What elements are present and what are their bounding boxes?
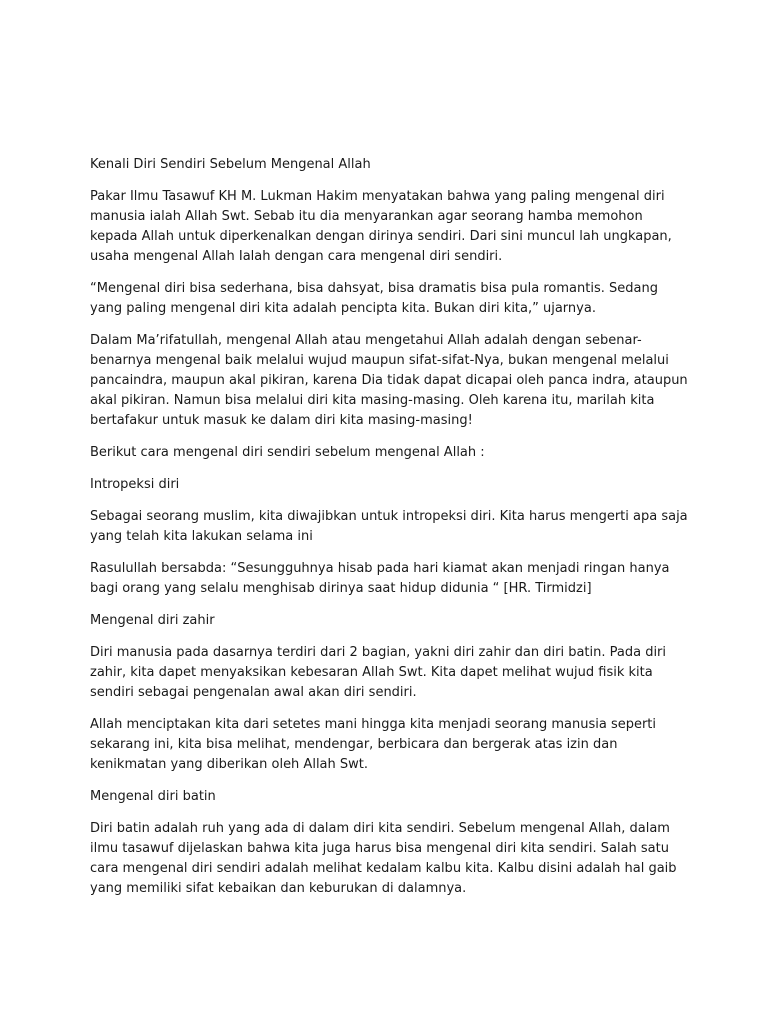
- paragraph-quote: “Mengenal diri bisa sederhana, bisa dahsyat, bisa dramatis bisa pula romantis. Sedang yang paling mengenal diri kita adalah pencipta kita. Bukan diri kita,” ujarnya.: [90, 281, 658, 316]
- paragraph-intro: Pakar Ilmu Tasawuf KH M. Lukman Hakim menyatakan bahwa yang paling mengenal diri manusia ialah Allah Swt. Sebab itu dia menyarankan agar seorang hamba memohon kepada Allah untuk diperkenalkan dengan dirinya sendiri. Dari sini muncul lah ungkapan, usaha mengenal Allah Ialah dengan cara mengenal diri sendiri.: [90, 189, 672, 264]
- section-heading-zahir: Mengenal diri zahir: [90, 613, 215, 628]
- document-page: [90, 155, 690, 911]
- section-heading-batin: Mengenal diri batin: [90, 789, 216, 804]
- document-title: Kenali Diri Sendiri Sebelum Mengenal Allah: [90, 157, 371, 172]
- paragraph-marifatullah: Dalam Ma’rifatullah, mengenal Allah atau mengetahui Allah adalah dengan sebenar-benarnya mengenal baik melalui wujud maupun sifat-sifat-Nya, bukan mengenal melalui pancaindra, maupun akal pikiran, karena Dia tidak dapat dicapai oleh panca indra, ataupun akal pikiran. Namun bisa melalui diri kita masing-masing. Oleh karena itu, marilah kita bertafakur untuk masuk ke dalam diri kita masing-masing!: [90, 333, 688, 428]
- paragraph-creation: Allah menciptakan kita dari setetes mani hingga kita menjadi seorang manusia seperti sekarang ini, kita bisa melihat, mendengar, berbicara dan bergerak atas izin dan kenikmatan yang diberikan oleh Allah Swt.: [90, 717, 657, 772]
- paragraph-zahir: Diri manusia pada dasarnya terdiri dari 2 bagian, yakni diri zahir dan diri batin. Pada diri zahir, kita dapet menyaksikan kebesaran Allah Swt. Kita dapet melihat wujud fisik kita sendiri sebagai pengenalan awal akan diri sendiri.: [90, 645, 667, 700]
- paragraph-intropeksi: Sebagai seorang muslim, kita diwajibkan untuk intropeksi diri. Kita harus mengerti apa saja yang telah kita lakukan selama ini: [90, 509, 688, 544]
- paragraph-hadith: Rasulullah bersabda: “Sesungguhnya hisab pada hari kiamat akan menjadi ringan hanya bagi orang yang selalu menghisab dirinya saat hidup didunia “ [HR. Tirmidzi]: [90, 561, 670, 596]
- paragraph-batin: Diri batin adalah ruh yang ada di dalam diri kita sendiri. Sebelum mengenal Allah, dalam ilmu tasawuf dijelaskan bahwa kita juga harus bisa mengenal diri kita sendiri. Salah satu cara mengenal diri sendiri adalah melihat kedalam kalbu kita. Kalbu disini adalah hal gaib yang memiliki sifat kebaikan dan keburukan di dalamnya.: [90, 821, 677, 896]
- paragraph-list-intro: Berikut cara mengenal diri sendiri sebelum mengenal Allah :: [90, 445, 485, 460]
- section-heading-intropeksi: Intropeksi diri: [90, 477, 180, 492]
